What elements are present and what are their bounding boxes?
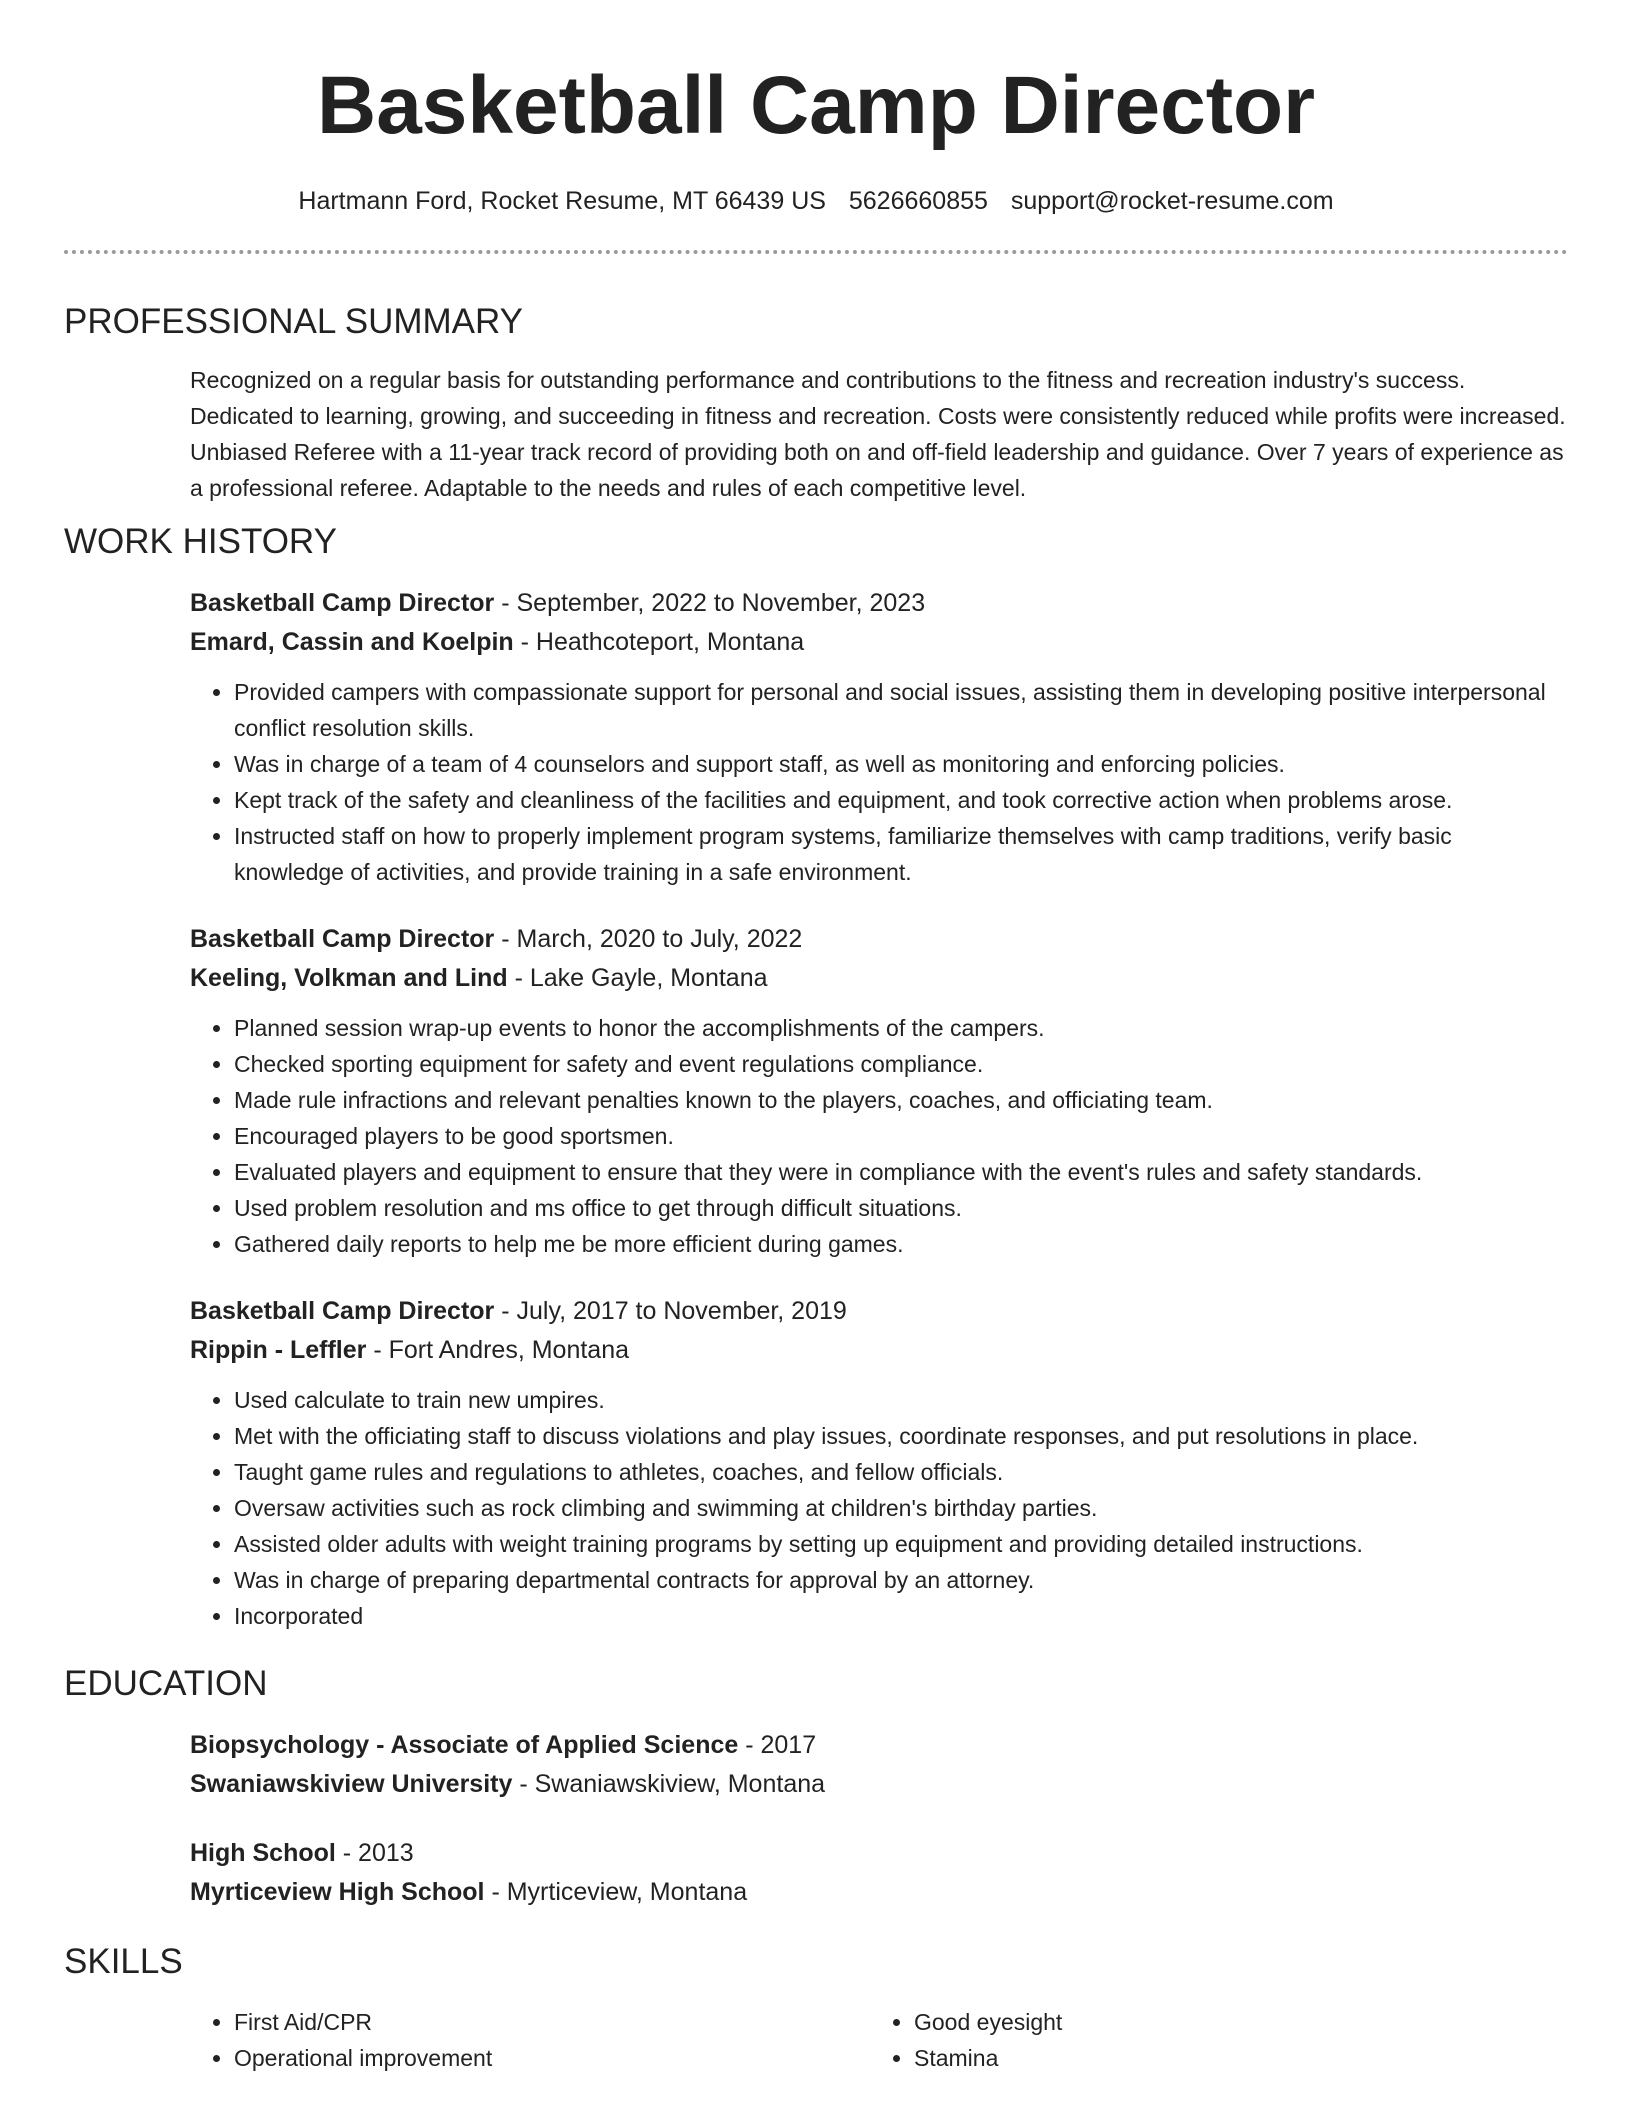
list-item: • First Aid/CPR: [234, 2004, 870, 2040]
job-dates: - July, 2017 to November, 2019: [494, 1297, 847, 1325]
list-item: • Encouraged players to be good sportsmen.: [234, 1118, 1568, 1154]
contact-address: Hartmann Ford, Rocket Resume, MT 66439 US: [298, 187, 826, 215]
job-title-line: [190, 1292, 1568, 1331]
resume-header: [64, 56, 1568, 254]
list-item: • Used calculate to train new umpires.: [234, 1382, 1568, 1418]
list-item: • Made rule infractions and relevant penalties known to the players, coaches, and officiating team.: [234, 1082, 1568, 1118]
school-location: - Myrticeview, Montana: [484, 1878, 748, 1906]
list-item: • Good eyesight: [914, 2004, 1550, 2040]
skills-title: SKILLS: [64, 1942, 183, 1981]
resume-page: [64, 0, 1568, 2076]
list-item: • Incorporated: [234, 1598, 1568, 1634]
job-entry: [190, 920, 1568, 1262]
list-item: • Operational improvement: [234, 2040, 870, 2076]
list-item: • Planned session wrap-up events to honor the accomplishments of the campers.: [234, 1010, 1568, 1046]
job-company: Emard, Cassin and Koelpin: [190, 628, 514, 656]
job-location: - Heathcoteport, Montana: [513, 628, 805, 656]
list-item: • Evaluated players and equipment to ensure that they were in compliance with the event's rules and safety standards.: [234, 1154, 1568, 1190]
job-entry: [190, 1292, 1568, 1634]
candidate-name: Basketball Camp Director: [316, 60, 1315, 151]
school-name: Myrticeview High School: [190, 1878, 485, 1906]
job-role: Basketball Camp Director: [190, 1297, 495, 1325]
job-location: - Lake Gayle, Montana: [507, 964, 768, 992]
degree-year: - 2017: [738, 1731, 817, 1759]
list-item: • Stamina: [914, 2040, 1550, 2076]
degree-year: - 2013: [335, 1839, 414, 1867]
list-item: • Gathered daily reports to help me be more efficient during games.: [234, 1226, 1568, 1262]
school-location: - Swaniawskiview, Montana: [512, 1770, 826, 1798]
degree-line: [190, 1726, 1568, 1765]
education-entry: [190, 1726, 1568, 1804]
work-history-section: [64, 520, 1568, 1634]
skills-column-right: [870, 2004, 1550, 2076]
job-title-line: [190, 920, 1568, 959]
job-location: - Fort Andres, Montana: [366, 1336, 630, 1364]
education-entry: [190, 1834, 1568, 1912]
job-company: Keeling, Volkman and Lind: [190, 964, 508, 992]
list-item: • Kept track of the safety and cleanliness of the facilities and equipment, and took corrective action when problems arose.: [234, 782, 1568, 818]
job-role: Basketball Camp Director: [190, 925, 495, 953]
job-company-line: [190, 623, 1568, 662]
education-title: EDUCATION: [64, 1664, 268, 1703]
degree-name: High School: [190, 1839, 336, 1867]
job-title-line: [190, 584, 1568, 623]
job-bullets: [190, 674, 1568, 890]
list-item: • Provided campers with compassionate support for personal and social issues, assisting them in developing positive interpersonal conflict resolution skills.: [234, 674, 1568, 746]
list-item: • Checked sporting equipment for safety and event regulations compliance.: [234, 1046, 1568, 1082]
list-item: • Instructed staff on how to properly implement program systems, familiarize themselves with camp traditions, verify basic knowledge of activities, and provide training in a safe environment.: [234, 818, 1568, 890]
work-history-title: WORK HISTORY: [64, 522, 337, 561]
summary-section: [64, 300, 1568, 506]
job-entry: [190, 584, 1568, 890]
contact-email: support@rocket-resume.com: [1010, 187, 1334, 215]
summary-text: Recognized on a regular basis for outstanding performance and contributions to the fitness and recreation industry's success. Dedicated to learning, growing, and succeeding in fitness and recreation. Costs were consistently reduced while profits were increased. Unbiased Referee with a 11-year track record of providing both on and off-field leadership and guidance. Over 7 years of experience as a professional referee. Adaptable to the needs and rules of each competitive level.: [190, 367, 1566, 501]
list-item: • Was in charge of preparing departmental contracts for approval by an attorney.: [234, 1562, 1568, 1598]
school-line: [190, 1873, 1568, 1912]
job-role: Basketball Camp Director: [190, 589, 495, 617]
school-line: [190, 1765, 1568, 1804]
skills-grid: [190, 2004, 1568, 2076]
summary-title: PROFESSIONAL SUMMARY: [64, 302, 523, 341]
education-section: [64, 1662, 1568, 1912]
degree-line: [190, 1834, 1568, 1873]
job-dates: - September, 2022 to November, 2023: [494, 589, 926, 617]
school-name: Swaniawskiview University: [190, 1770, 513, 1798]
header-divider: [64, 250, 1568, 254]
job-dates: - March, 2020 to July, 2022: [494, 925, 803, 953]
list-item: • Oversaw activities such as rock climbing and swimming at children's birthday parties.: [234, 1490, 1568, 1526]
list-item: • Met with the officiating staff to discuss violations and play issues, coordinate responses, and put resolutions in place.: [234, 1418, 1568, 1454]
list-item: • Taught game rules and regulations to athletes, coaches, and fellow officials.: [234, 1454, 1568, 1490]
job-company-line: [190, 959, 1568, 998]
job-bullets: [190, 1010, 1568, 1262]
list-item: • Used problem resolution and ms office to get through difficult situations.: [234, 1190, 1568, 1226]
contact-line: [64, 184, 1568, 218]
contact-phone: 5626660855: [848, 187, 988, 215]
job-bullets: [190, 1382, 1568, 1634]
list-item: • Assisted older adults with weight training programs by setting up equipment and providing detailed instructions.: [234, 1526, 1568, 1562]
skills-section: [64, 1940, 1568, 2076]
job-company: Rippin - Leffler: [190, 1336, 367, 1364]
job-company-line: [190, 1331, 1568, 1370]
degree-name: Biopsychology - Associate of Applied Science: [190, 1731, 739, 1759]
list-item: • Was in charge of a team of 4 counselors and support staff, as well as monitoring and enforcing policies.: [234, 746, 1568, 782]
skills-column-left: [190, 2004, 870, 2076]
